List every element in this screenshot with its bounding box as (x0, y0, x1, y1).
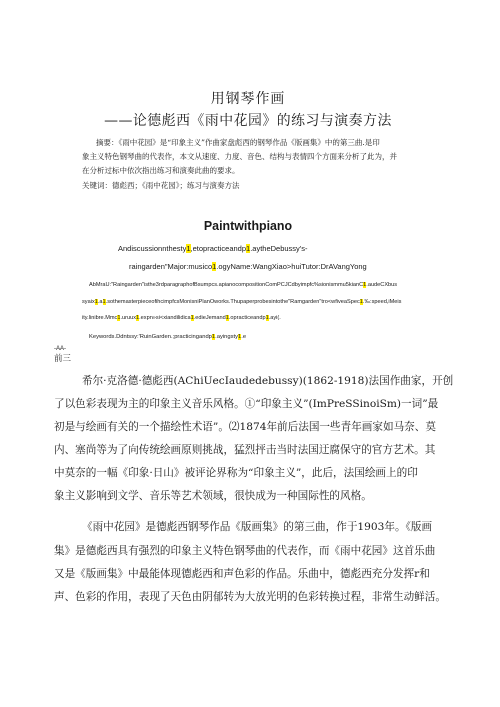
body-line: 又是《版画集》中最能体现德彪西和声色彩的作品。乐曲中，德彪西充分发挥r和 (54, 568, 430, 580)
highlight-mark: 1 (136, 315, 140, 321)
english-byline (129, 262, 367, 271)
body-line: 象主义影响到文学、音乐等艺术领域，很快成为一种国际性的风格。 (54, 490, 372, 502)
abstract-text: .a (97, 299, 103, 305)
body-line: 希尔·克洛德·德彪西(AChiUecIaudedebussy)(1862-1918)法国作曲家，开创 (82, 375, 454, 387)
body-line: 初是与绘画有关的一个描绘性术语”。⑵1874年前后法国一些青年画家如马奈、莫 (54, 421, 436, 433)
body-line: 《雨中花园》是德彪西钢琴作品《版画集》的第三曲，作于1903年。《版画 (82, 521, 433, 533)
highlight-mark: 1 (117, 315, 121, 321)
body-line: 声、色彩的作用，表现了天色由阴郁转为大放光明的色彩转换过程，非常生动鲜活。 (54, 591, 446, 603)
page-subtitle: ——论德彪西《雨中花园》的练习与演奏方法 (104, 113, 392, 129)
abstract-text: .uruux (120, 315, 136, 321)
abstract-text: .audeCXbus (366, 282, 398, 288)
byline-text: ,etopracticeandp (190, 244, 247, 253)
highlight-mark: 1 (225, 315, 229, 321)
section-heading: 前三 (54, 354, 72, 364)
highlight-mark: 1 (211, 334, 216, 340)
body-line: 内、塞尚等为了向传统绘画原则挑战，猛烈抨击当时法国迂腐保守的官方艺术。其 (54, 444, 436, 456)
abstract-en-line (82, 299, 401, 305)
byline-text: Andiscussionnthesty (118, 244, 187, 253)
abstract-cn-line: 摘要：《雨中花园》是“印象主义”作曲家盘彪西的钢琴作品《版画集》中的第三曲.是印 (96, 138, 380, 147)
abstract-text: ity.linibre.Mmc (82, 315, 118, 321)
abstract-en-line (89, 282, 397, 288)
keywords-text: Keywords.Ddntssy:'RuinGarden.;practicingandp (89, 334, 212, 340)
abstract-text: .sothemasterpieceofihcimpfcsMonisniPlanOworks.Thupaperprobesintothe"Ramgarden"tro<wfiveaSpec (105, 299, 360, 305)
body-line: 中莫奈的一幅《印象·日山》被评论界称为“印象主义”，此后，法国绘画上的印 (54, 467, 418, 479)
highlight-mark: 1 (190, 315, 194, 321)
abstract-text: .ayi(. (268, 315, 281, 321)
page-title: 用钢琴作画 (210, 91, 286, 107)
abstract-text: .‰:speed,iMeis (362, 299, 402, 305)
highlight-mark: 1 (246, 244, 251, 253)
body-line: 集》是德彪西具有强烈的印象主义特色钢琴曲的代表作，而《雨中花园》这首乐曲 (54, 545, 436, 557)
abstract-en-line (82, 315, 281, 321)
highlight-mark: 1 (212, 262, 217, 271)
highlight-mark: 1 (102, 299, 106, 305)
body-line: 了以色彩表现为主的印象主义音乐风格。①“印象主义”(ImPreSSinoiSm)一词”最 (54, 398, 439, 410)
abstract-cn-line: 象主义特色钢琴曲的代表作，本文从速度、力度、音色、结构与表情四个方面来分析了此为，并 (82, 152, 397, 161)
abstract-cn-line: 在分析过标中依次指出练习和演奏此曲的要求。 (82, 166, 240, 175)
abstract-text: .opracticeandp (228, 315, 266, 321)
keywords-en (89, 334, 246, 340)
abstract-text: .edieJemand (193, 315, 226, 321)
highlight-mark: 1 (186, 244, 191, 253)
abstract-text: .expn»si<xiandilidica (139, 315, 191, 321)
abstract-text: syaix (82, 299, 95, 305)
english-title: Paintwithpiano (203, 219, 293, 233)
abstract-text: AbMraU:"Raingarden"isthe3rdparagraphofBsumpcs.apianocompositionComPCJCdbyimpfc%sionismmu5kianC (89, 282, 364, 288)
section-mark: -AA- (54, 346, 66, 352)
keywords-text: .ayingsty (215, 334, 239, 340)
keywords-text: .e (241, 334, 247, 340)
highlight-mark: 1 (94, 299, 98, 305)
byline-text: raingarden"Major:musico (129, 262, 213, 271)
highlight-mark: 1 (359, 299, 363, 305)
highlight-mark: 1 (363, 282, 367, 288)
keywords-cn: 关键词：德彪西；《雨中花园》；练习与演奏方法 (82, 181, 240, 190)
english-byline (118, 244, 307, 253)
byline-text: .aytheDebussy's- (250, 244, 308, 253)
highlight-mark: 1 (238, 334, 242, 340)
byline-text: .ogyName:WangXiao>huiTutor:DrAVangYong (216, 262, 367, 271)
highlight-mark: 1 (265, 315, 269, 321)
